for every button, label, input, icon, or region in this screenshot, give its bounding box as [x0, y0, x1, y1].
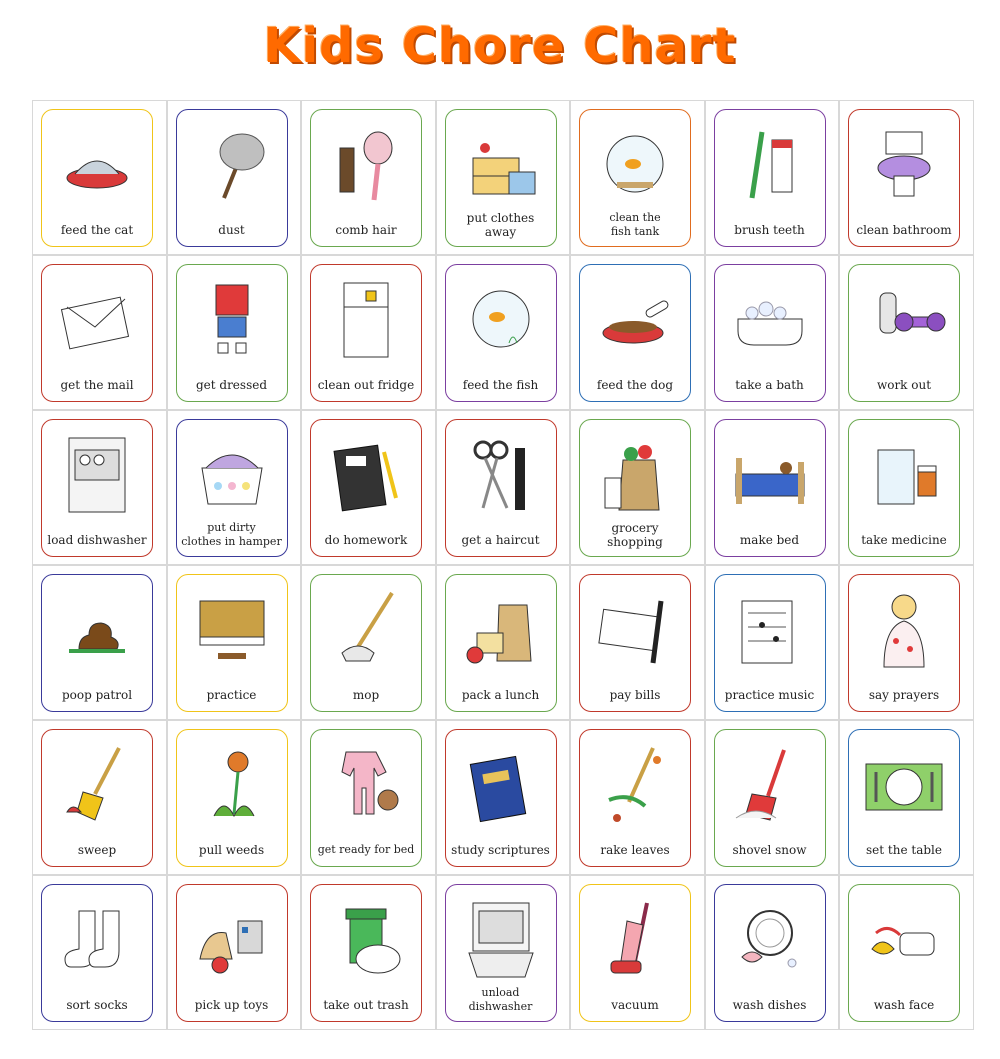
chore-label: rake leaves — [600, 843, 670, 857]
fish-bowl-icon — [453, 273, 549, 365]
chore-cell — [167, 565, 302, 720]
toys-icon — [184, 893, 280, 985]
chore-card[interactable] — [41, 729, 153, 867]
chore-label: wash dishes — [732, 998, 807, 1012]
chore-label: do homework — [324, 533, 408, 547]
chore-cell — [301, 410, 436, 565]
chore-card[interactable] — [714, 109, 826, 247]
chore-card[interactable] — [310, 574, 422, 712]
chore-label: pay bills — [609, 688, 661, 702]
chore-card[interactable] — [714, 884, 826, 1022]
fridge-icon — [318, 273, 414, 365]
chore-card[interactable] — [714, 574, 826, 712]
chore-label: get ready for bed — [317, 843, 415, 856]
feather-duster-icon — [184, 118, 280, 210]
chore-cell — [705, 100, 840, 255]
chore-card[interactable] — [176, 884, 288, 1022]
chore-card[interactable] — [176, 419, 288, 557]
poop-icon — [49, 583, 145, 675]
praying-child-icon — [856, 583, 952, 675]
chore-cell — [32, 410, 167, 565]
chore-card[interactable] — [445, 264, 557, 402]
chore-grid — [32, 100, 974, 1030]
chore-cell — [32, 100, 167, 255]
chore-cell — [839, 410, 974, 565]
chore-card[interactable] — [579, 884, 691, 1022]
chore-card[interactable] — [445, 574, 557, 712]
chore-cell — [167, 875, 302, 1030]
chore-card[interactable] — [176, 264, 288, 402]
piano-icon — [184, 583, 280, 675]
chore-card[interactable] — [848, 884, 960, 1022]
chore-label: set the table — [866, 843, 942, 857]
chore-label: dust — [218, 223, 245, 237]
chore-cell — [32, 565, 167, 720]
chore-card[interactable] — [445, 729, 557, 867]
chore-card[interactable] — [176, 729, 288, 867]
chore-card[interactable] — [445, 109, 557, 247]
chore-card[interactable] — [41, 264, 153, 402]
chore-cell — [32, 875, 167, 1030]
page-title: Kids Chore Chart — [263, 18, 737, 74]
chore-card[interactable] — [579, 264, 691, 402]
socks-icon — [49, 893, 145, 985]
checkbook-icon — [587, 583, 683, 675]
chore-cell — [32, 255, 167, 410]
chore-card[interactable] — [579, 574, 691, 712]
chore-label: get a haircut — [461, 533, 540, 547]
chore-label: mop — [352, 688, 380, 702]
chore-cell — [705, 255, 840, 410]
broom-icon — [49, 738, 145, 830]
soap-icon — [856, 893, 952, 985]
laundry-basket-icon — [184, 428, 280, 520]
chore-cell — [436, 720, 571, 875]
trash-can-icon — [318, 893, 414, 985]
chore-cell — [570, 720, 705, 875]
scissors-icon — [453, 428, 549, 520]
chore-label: shovel snow — [732, 843, 807, 857]
chore-label: pick up toys — [194, 998, 269, 1012]
chore-card[interactable] — [41, 419, 153, 557]
chore-label: wash face — [873, 998, 935, 1012]
chore-card[interactable] — [310, 264, 422, 402]
chore-cell — [570, 875, 705, 1030]
chore-card[interactable] — [848, 264, 960, 402]
chore-cell — [705, 410, 840, 565]
chore-label: sweep — [77, 843, 117, 857]
chore-card[interactable] — [579, 729, 691, 867]
cat-food-bowl-icon — [49, 118, 145, 210]
toilet-icon — [856, 118, 952, 210]
book-icon — [453, 738, 549, 830]
chore-card[interactable] — [445, 419, 557, 557]
snow-shovel-icon — [722, 738, 818, 830]
chore-cell — [436, 100, 571, 255]
chore-card[interactable] — [310, 419, 422, 557]
chore-label: clean out fridge — [317, 378, 415, 392]
chore-card[interactable] — [848, 419, 960, 557]
weeds-icon — [184, 738, 280, 830]
chore-card[interactable] — [714, 729, 826, 867]
chore-card[interactable] — [848, 574, 960, 712]
vacuum-icon — [587, 893, 683, 985]
chore-label: practice — [206, 688, 257, 702]
chore-cell — [570, 255, 705, 410]
chore-label: feed the cat — [60, 223, 134, 237]
dishes-icon — [722, 893, 818, 985]
place-setting-icon — [856, 738, 952, 830]
chore-cell — [839, 720, 974, 875]
grocery-bag-icon — [587, 428, 683, 520]
chore-cell — [839, 100, 974, 255]
chore-label: make bed — [739, 533, 800, 547]
chore-label: sort socks — [66, 998, 128, 1012]
lunch-bag-icon — [453, 583, 549, 675]
chore-label: take a bath — [735, 378, 804, 392]
chore-label: feed the fish — [462, 378, 539, 392]
chore-label: take out trash — [323, 998, 409, 1012]
chore-card[interactable] — [41, 884, 153, 1022]
chore-label: grocery shopping — [607, 521, 663, 549]
chore-card[interactable] — [310, 729, 422, 867]
medicine-icon — [856, 428, 952, 520]
chore-cell — [705, 875, 840, 1030]
comb-brush-icon — [318, 118, 414, 210]
chore-label: brush teeth — [734, 223, 805, 237]
chore-label: unload dishwasher — [468, 986, 533, 1013]
mop-icon — [318, 583, 414, 675]
chore-label: study scriptures — [451, 843, 550, 857]
chore-cell — [167, 720, 302, 875]
toothbrush-icon — [722, 118, 818, 210]
chore-cell — [705, 565, 840, 720]
chore-label: get dressed — [195, 378, 268, 392]
chore-label: work out — [876, 378, 932, 392]
chore-card[interactable] — [579, 419, 691, 557]
chore-cell — [301, 720, 436, 875]
chore-cell — [570, 410, 705, 565]
chore-cell — [167, 255, 302, 410]
chore-card[interactable] — [714, 419, 826, 557]
chore-cell — [301, 100, 436, 255]
dishwasher-icon — [49, 428, 145, 520]
clothes-icon — [184, 273, 280, 365]
dumbbell-icon — [856, 273, 952, 365]
chore-label: load dishwasher — [47, 533, 147, 547]
chore-cell — [839, 565, 974, 720]
chore-cell — [839, 875, 974, 1030]
chore-label: vacuum — [611, 998, 659, 1012]
chore-cell — [436, 410, 571, 565]
dog-food-bowl-icon — [587, 273, 683, 365]
notebook-icon — [318, 428, 414, 520]
chore-label: pull weeds — [198, 843, 265, 857]
chore-cell — [32, 720, 167, 875]
chore-card[interactable] — [848, 729, 960, 867]
rake-icon — [587, 738, 683, 830]
chore-card[interactable] — [41, 574, 153, 712]
chore-card[interactable] — [176, 109, 288, 247]
chore-label: practice music — [724, 688, 815, 702]
chore-card[interactable] — [714, 264, 826, 402]
envelope-icon — [49, 273, 145, 365]
chore-card[interactable] — [579, 109, 691, 247]
pajamas-icon — [318, 738, 414, 830]
fish-tank-icon — [587, 118, 683, 210]
chore-label: poop patrol — [61, 688, 133, 702]
chore-label: put dirty clothes in hamper — [181, 521, 282, 548]
chore-label: pack a lunch — [461, 688, 540, 702]
dishwasher-open-icon — [453, 893, 549, 985]
chore-cell — [167, 410, 302, 565]
chore-cell — [436, 875, 571, 1030]
chore-cell — [705, 720, 840, 875]
chore-label: clean the fish tank — [609, 211, 661, 238]
chore-cell — [436, 565, 571, 720]
chore-cell — [839, 255, 974, 410]
chore-cell — [167, 100, 302, 255]
chore-cell — [301, 565, 436, 720]
chore-card[interactable] — [310, 109, 422, 247]
chore-card[interactable] — [41, 109, 153, 247]
chore-label: clean bathroom — [856, 223, 952, 237]
sheet-music-icon — [722, 583, 818, 675]
chore-label: say prayers — [868, 688, 940, 702]
chore-cell — [301, 255, 436, 410]
chore-label: feed the dog — [596, 378, 674, 392]
chore-cell — [436, 255, 571, 410]
chore-cell — [570, 565, 705, 720]
chore-label: comb hair — [335, 223, 397, 237]
chore-card[interactable] — [848, 109, 960, 247]
dresser-icon — [453, 118, 549, 210]
chore-cell — [301, 875, 436, 1030]
chore-label: put clothes away — [466, 211, 535, 239]
chore-label: get the mail — [60, 378, 134, 392]
bathtub-icon — [722, 273, 818, 365]
chore-cell — [570, 100, 705, 255]
chore-card[interactable] — [176, 574, 288, 712]
chore-label: take medicine — [861, 533, 947, 547]
bed-icon — [722, 428, 818, 520]
chore-card[interactable] — [445, 884, 557, 1022]
chore-card[interactable] — [310, 884, 422, 1022]
